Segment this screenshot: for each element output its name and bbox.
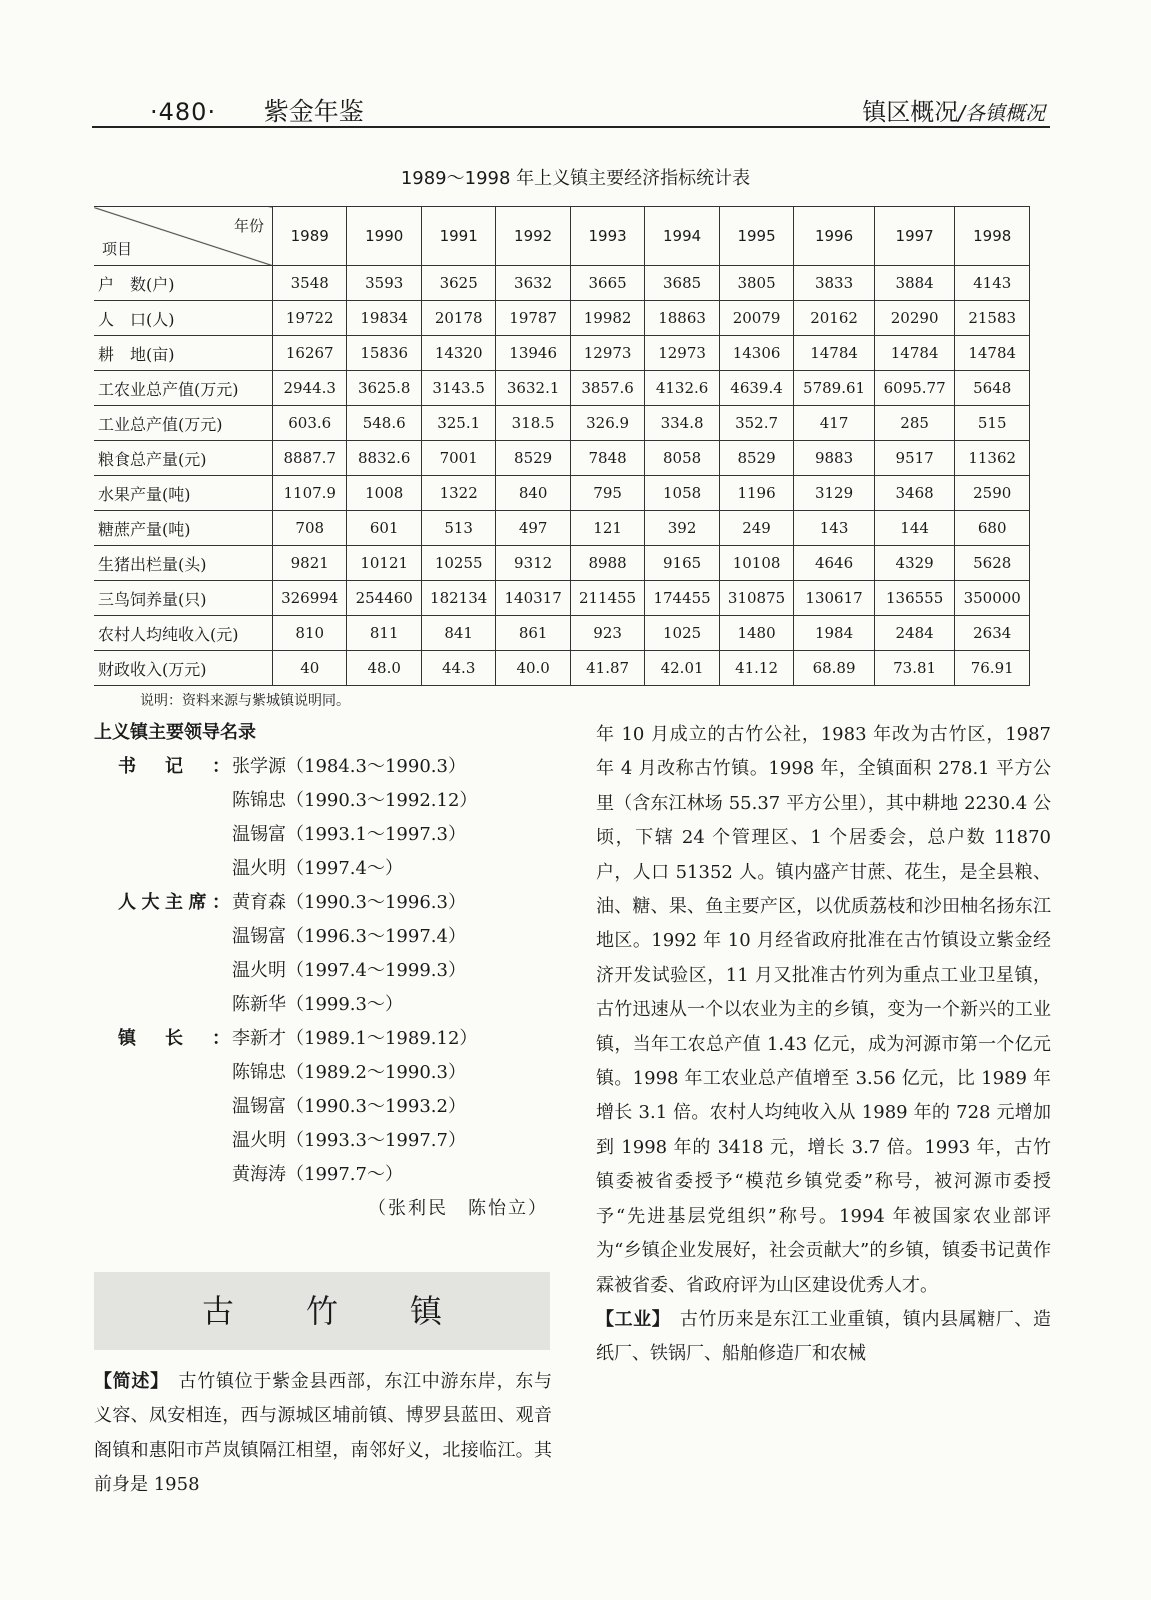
table-cell: 350000 — [955, 581, 1030, 616]
table-cell: 14784 — [955, 336, 1030, 371]
table-cell: 8887.7 — [273, 441, 347, 476]
table-cell: 318.5 — [496, 406, 570, 441]
table-cell: 10108 — [719, 546, 793, 581]
table-cell: 136555 — [874, 581, 955, 616]
row-label: 粮食总产量(元) — [94, 441, 273, 476]
table-row — [94, 406, 1030, 441]
table-cell: 8988 — [570, 546, 644, 581]
table-cell: 811 — [347, 616, 421, 651]
table-cell: 9821 — [273, 546, 347, 581]
leader-row — [94, 1158, 554, 1192]
table-cell: 601 — [347, 511, 421, 546]
table-cell: 4646 — [794, 546, 875, 581]
table-cell: 20079 — [719, 301, 793, 336]
table-cell: 14320 — [421, 336, 495, 371]
table-cell: 1107.9 — [273, 476, 347, 511]
table-cell: 1196 — [719, 476, 793, 511]
table-cell: 708 — [273, 511, 347, 546]
year-header: 1996 — [794, 207, 875, 266]
running-header-right — [862, 92, 1045, 127]
table-cell: 144 — [874, 511, 955, 546]
row-label: 农村人均纯收入(元) — [94, 616, 273, 651]
running-header-left — [150, 92, 364, 128]
table-title: 1989～1998 年上义镇主要经济指标统计表 — [400, 168, 751, 189]
table-cell: 3857.6 — [570, 371, 644, 406]
table-cell: 352.7 — [719, 406, 793, 441]
industry-text: 古竹历来是东江工业重镇，镇内县属糖厂、造纸厂、铁锅厂、船舶修造厂和农械 — [596, 1308, 1052, 1365]
table-cell: 3632.1 — [496, 371, 570, 406]
leader-row — [94, 852, 554, 886]
table-row — [94, 581, 1030, 616]
table-cell: 326.9 — [570, 406, 644, 441]
table-cell: 497 — [496, 511, 570, 546]
table-note: 说明：资料来源与紫城镇说明同。 — [140, 693, 350, 709]
year-header: 1995 — [719, 207, 793, 266]
leader-name: 黄育森（1990.3～1996.3） — [232, 892, 466, 913]
table-cell: 840 — [496, 476, 570, 511]
leader-row — [94, 1056, 554, 1090]
table-cell: 68.89 — [794, 651, 875, 686]
table-cell: 3833 — [794, 266, 875, 301]
table-cell: 3805 — [719, 266, 793, 301]
table-cell: 1025 — [645, 616, 719, 651]
row-label: 生猪出栏量(头) — [94, 546, 273, 581]
table-cell: 1008 — [347, 476, 421, 511]
table-cell: 3625 — [421, 266, 495, 301]
overview-paragraph — [94, 1365, 552, 1503]
table-row — [94, 336, 1030, 371]
industry-paragraph — [596, 1303, 1051, 1372]
leader-row — [94, 920, 554, 954]
table-cell: 7001 — [421, 441, 495, 476]
table-cell: 2944.3 — [273, 371, 347, 406]
table-row — [94, 371, 1030, 406]
table-cell: 19722 — [273, 301, 347, 336]
table-cell: 18863 — [645, 301, 719, 336]
table-cell: 3468 — [874, 476, 955, 511]
year-header: 1997 — [874, 207, 955, 266]
leader-row — [94, 784, 554, 818]
row-label: 工农业总产值(万元) — [94, 371, 273, 406]
table-cell: 6095.77 — [874, 371, 955, 406]
table-cell: 5648 — [955, 371, 1030, 406]
table-cell: 285 — [874, 406, 955, 441]
table-cell: 42.01 — [645, 651, 719, 686]
leader-name: 温火明（1997.4～1999.3） — [232, 960, 466, 981]
subsection-name: /各镇概况 — [958, 101, 1045, 125]
table-cell: 40 — [273, 651, 347, 686]
table-cell: 4132.6 — [645, 371, 719, 406]
table-row — [94, 266, 1030, 301]
row-label: 耕 地(亩) — [94, 336, 273, 371]
table-row — [94, 616, 1030, 651]
overview-continued: 年 10 月成立的古竹公社，1983 年改为古竹区，1987 年 4 月改称古竹镇。1998 年，全镇面积 278.1 平方公里（含东江林场 55.37 平方公里），其中耕地 2230.4 公顷，下辖 24 个管理区、1 个居委会，总户数 11870 户，人口 51352 人。镇内盛产甘蔗、花生，是全县粮、油、糖、果、鱼主要产区，以优质荔枝和沙田柚名扬东江地区。1992 年 10 月经省政府批准在古竹镇设立紫金经济开发试验区，11 月又批准古竹列为重点工业卫星镇，古竹迅速从一个以农业为主的乡镇，变为一个新兴的工业镇，当年工农总产值 1.43 亿元，成为河源市第一个亿元镇。1998 年工农业总产值增至 3.56 亿元，比 1989 年增长 3.1 倍。农村人均纯收入从 1989 年的 728 元增加到 1998 年的 3418 元，增长 3.7 倍。1993 年，古竹镇委被省委授予“模范乡镇党委”称号，被河源市委授予“先进基层党组织”称号。1994 年被国家农业部评为“乡镇企业发展好，社会贡献大”的乡镇，镇委书记黄作霖被省委、省政府评为山区建设优秀人才。 — [596, 724, 1051, 1296]
table-cell: 7848 — [570, 441, 644, 476]
row-label: 水果产量(吨) — [94, 476, 273, 511]
year-header: 1989 — [273, 207, 347, 266]
table-cell: 14784 — [794, 336, 875, 371]
leaders-column — [94, 718, 554, 1226]
leader-row — [94, 988, 554, 1022]
table-cell: 334.8 — [645, 406, 719, 441]
leader-name: 温锡富（1993.1～1997.3） — [232, 824, 466, 845]
table-cell: 11362 — [955, 441, 1030, 476]
table-cell: 8832.6 — [347, 441, 421, 476]
section-title-band — [94, 1272, 550, 1350]
table-cell: 76.91 — [955, 651, 1030, 686]
section-name: 镇区概况 — [862, 98, 959, 126]
table-cell: 10121 — [347, 546, 421, 581]
leader-name: 温锡富（1990.3～1993.2） — [232, 1096, 466, 1117]
leader-row — [94, 954, 554, 988]
table-cell: 40.0 — [496, 651, 570, 686]
leader-row — [94, 1022, 554, 1056]
table-cell: 48.0 — [347, 651, 421, 686]
table-row — [94, 476, 1030, 511]
table-cell: 14306 — [719, 336, 793, 371]
row-label: 人 口(人) — [94, 301, 273, 336]
table-cell: 5789.61 — [794, 371, 875, 406]
table-cell: 861 — [496, 616, 570, 651]
table-cell: 8529 — [719, 441, 793, 476]
table-cell: 2634 — [955, 616, 1030, 651]
table-cell: 10255 — [421, 546, 495, 581]
page-number: ·480· — [150, 98, 217, 126]
table-cell: 16267 — [273, 336, 347, 371]
overview-text: 古竹镇位于紫金县西部，东江中游东岸，东与义容、凤安相连，西与源城区埔前镇、博罗县蓝田、观音阁镇和惠阳市芦岚镇隔江相望，南邻好义，北接临江。其前身是 1958 — [94, 1371, 553, 1496]
authors: （张利民 陈怡立） — [368, 1198, 548, 1219]
table-cell: 1058 — [645, 476, 719, 511]
table-cell: 41.87 — [570, 651, 644, 686]
leader-name: 张学源（1984.3～1990.3） — [232, 756, 466, 777]
leader-name: 温火明（1997.4～） — [232, 858, 403, 879]
leader-name: 陈新华（1999.3～） — [232, 994, 403, 1015]
leaders-heading: 上义镇主要领导名录 — [94, 722, 256, 743]
table-cell: 4329 — [874, 546, 955, 581]
leader-name: 黄海涛（1997.7～） — [232, 1164, 403, 1185]
table-cell: 41.12 — [719, 651, 793, 686]
table-header-row — [94, 207, 1030, 266]
year-header: 1991 — [421, 207, 495, 266]
table-cell: 9883 — [794, 441, 875, 476]
table-cell: 3665 — [570, 266, 644, 301]
table-cell: 15836 — [347, 336, 421, 371]
table-cell: 3593 — [347, 266, 421, 301]
leader-row — [94, 1090, 554, 1124]
year-header: 1998 — [955, 207, 1030, 266]
table-cell: 515 — [955, 406, 1030, 441]
year-header: 1994 — [645, 207, 719, 266]
table-cell: 3143.5 — [421, 371, 495, 406]
leader-name: 陈锦忠（1989.2～1990.3） — [232, 1062, 466, 1083]
right-column — [596, 718, 1051, 1372]
table-cell: 2590 — [955, 476, 1030, 511]
row-label: 财政收入(万元) — [94, 651, 273, 686]
year-header: 1992 — [496, 207, 570, 266]
section-title: 古竹镇 — [201, 1292, 514, 1330]
table-cell: 12973 — [570, 336, 644, 371]
industry-tag: 【工业】 — [596, 1308, 662, 1330]
table-cell: 20290 — [874, 301, 955, 336]
leader-row — [94, 886, 554, 920]
overview-tag: 【简述】 — [94, 1371, 160, 1392]
table-row — [94, 511, 1030, 546]
table-cell: 20178 — [421, 301, 495, 336]
leader-name: 陈锦忠（1990.3～1992.12） — [232, 790, 478, 811]
statistics-table — [94, 206, 1030, 686]
table-cell: 3129 — [794, 476, 875, 511]
table-cell: 603.6 — [273, 406, 347, 441]
leader-row — [94, 750, 554, 784]
table-cell: 9165 — [645, 546, 719, 581]
table-row — [94, 301, 1030, 336]
table-cell: 249 — [719, 511, 793, 546]
table-cell: 325.1 — [421, 406, 495, 441]
leader-role: 镇长： — [118, 1028, 230, 1049]
table-cell: 548.6 — [347, 406, 421, 441]
row-label: 户 数(户) — [94, 266, 273, 301]
table-cell: 143 — [794, 511, 875, 546]
table-cell: 4143 — [955, 266, 1030, 301]
table-cell: 130617 — [794, 581, 875, 616]
table-cell: 121 — [570, 511, 644, 546]
table-cell: 211455 — [570, 581, 644, 616]
table-row — [94, 651, 1030, 686]
table-cell: 73.81 — [874, 651, 955, 686]
corner-item-label: 项目 — [102, 240, 133, 258]
book-title: 紫金年鉴 — [263, 97, 364, 126]
header-rule — [92, 126, 1050, 128]
leader-name: 李新才（1989.1～1989.12） — [232, 1028, 478, 1049]
table-cell: 841 — [421, 616, 495, 651]
leader-name: 温锡富（1996.3～1997.4） — [232, 926, 466, 947]
year-header: 1993 — [570, 207, 644, 266]
leaders-list — [94, 750, 554, 1192]
table-cell: 174455 — [645, 581, 719, 616]
table-cell: 20162 — [794, 301, 875, 336]
table-cell: 310875 — [719, 581, 793, 616]
table-cell: 8058 — [645, 441, 719, 476]
table-cell: 21583 — [955, 301, 1030, 336]
table-cell: 923 — [570, 616, 644, 651]
table-cell: 12973 — [645, 336, 719, 371]
row-label: 糖蔗产量(吨) — [94, 511, 273, 546]
table-cell: 810 — [273, 616, 347, 651]
leader-role: 书记： — [118, 756, 230, 777]
table-cell: 2484 — [874, 616, 955, 651]
leader-name: 温火明（1993.3～1997.7） — [232, 1130, 466, 1151]
table-cell: 140317 — [496, 581, 570, 616]
leader-role: 人大主席： — [118, 892, 230, 913]
table-cell: 8529 — [496, 441, 570, 476]
table-cell: 9517 — [874, 441, 955, 476]
table-cell: 513 — [421, 511, 495, 546]
table-cell: 254460 — [347, 581, 421, 616]
table-cell: 9312 — [496, 546, 570, 581]
table-cell: 3632 — [496, 266, 570, 301]
leader-row — [94, 1124, 554, 1158]
table-cell: 1480 — [719, 616, 793, 651]
table-cell: 182134 — [421, 581, 495, 616]
corner-year-label: 年份 — [233, 217, 264, 235]
table-cell: 3685 — [645, 266, 719, 301]
table-cell: 3548 — [273, 266, 347, 301]
table-cell: 326994 — [273, 581, 347, 616]
table-cell: 392 — [645, 511, 719, 546]
table-cell: 795 — [570, 476, 644, 511]
table-cell: 1984 — [794, 616, 875, 651]
table-cell: 3884 — [874, 266, 955, 301]
row-label: 三鸟饲养量(只) — [94, 581, 273, 616]
table-cell: 417 — [794, 406, 875, 441]
year-header: 1990 — [347, 207, 421, 266]
table-cell: 19834 — [347, 301, 421, 336]
table-cell: 19787 — [496, 301, 570, 336]
table-cell: 3625.8 — [347, 371, 421, 406]
table-row — [94, 441, 1030, 476]
table-cell: 14784 — [874, 336, 955, 371]
table-cell: 1322 — [421, 476, 495, 511]
row-label: 工业总产值(万元) — [94, 406, 273, 441]
table-cell: 13946 — [496, 336, 570, 371]
table-row — [94, 546, 1030, 581]
table-cell: 4639.4 — [719, 371, 793, 406]
table-cell: 19982 — [570, 301, 644, 336]
table-cell: 5628 — [955, 546, 1030, 581]
table-cell: 44.3 — [421, 651, 495, 686]
corner-cell — [94, 207, 273, 266]
table-cell: 680 — [955, 511, 1030, 546]
leader-row — [94, 818, 554, 852]
